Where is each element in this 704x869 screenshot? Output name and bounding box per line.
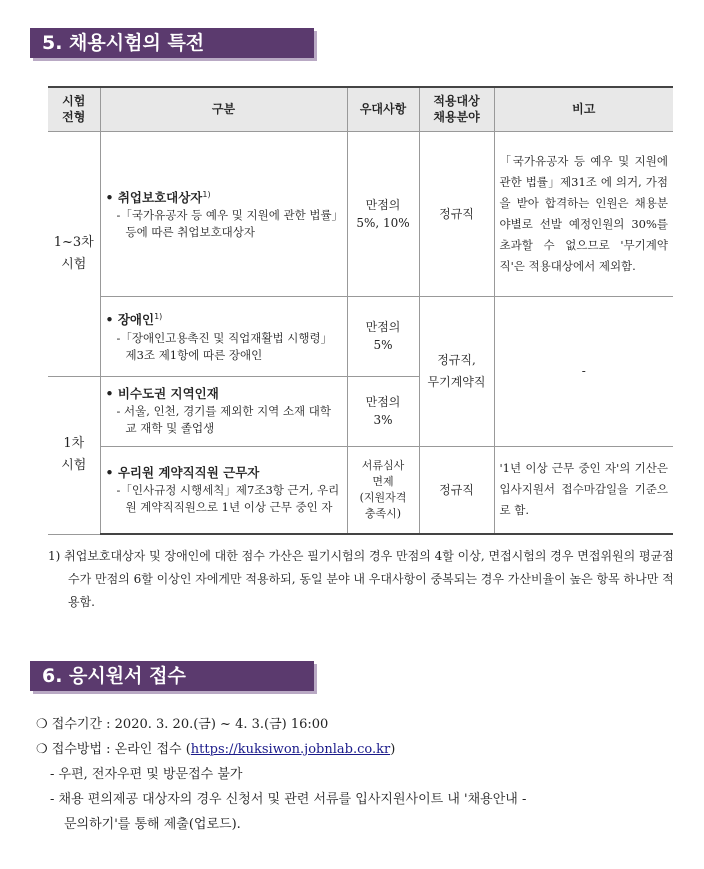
preference-cell: 만점의 5% xyxy=(347,296,419,376)
application-method: ❍ 접수방법 : 온라인 접수 (https://kuksiwon.jobnlab.co.kr) xyxy=(36,742,396,757)
category-title: • 장애인$^{1)}$ xyxy=(105,312,163,328)
header-category: 구분 xyxy=(100,87,347,131)
category-desc: -「인사규정 시행세칙」제7조3항 근거, 우리원 계약직직원으로 1년 이상 근무 중인 자 xyxy=(116,482,340,514)
field-cell: 정규직 xyxy=(419,446,494,534)
preference-cell: 만점의 5%, 10% xyxy=(347,131,419,296)
bullet-no-mail: - 우편, 전자우편 및 방문접수 불가 xyxy=(50,767,243,782)
table-row xyxy=(48,296,673,376)
table-row xyxy=(48,446,673,534)
category-title: • 비수도권 지역인재 xyxy=(105,386,219,401)
field-cell: 정규직, 무기계약직 xyxy=(419,296,494,446)
header-note: 비고 xyxy=(494,87,673,131)
category-cell xyxy=(100,376,347,446)
category-desc: - 서울, 인천, 경기를 제외한 지역 소재 대학교 재학 및 졸업생 xyxy=(116,404,332,435)
header-preference: 우대사항 xyxy=(347,87,419,131)
table-row xyxy=(48,131,673,296)
stage-1to3: 1~3차 시험 xyxy=(48,131,100,376)
category-cell xyxy=(100,296,347,376)
header-field: 적용대상 채용분야 xyxy=(419,87,494,131)
stage-1: 1차 시험 xyxy=(48,376,100,534)
category-desc: -「장애인고용촉진 및 직업재활법 시행령」제3조 제1항에 따른 장애인 xyxy=(116,330,333,362)
bullet-accommodation: - 채용 편의제공 대상자의 경우 신청서 및 관련 서류를 입사지원사이트 내 '채용안내 - xyxy=(50,792,527,807)
bullet-accommodation-cont: 문의하기'를 통해 제출(업로드). xyxy=(64,817,241,832)
field-cell: 정규직 xyxy=(419,131,494,296)
preference-table xyxy=(48,86,673,535)
header-stage: 시험 전형 xyxy=(48,87,100,131)
preference-cell: 만점의 3% xyxy=(347,376,419,446)
table-header-row xyxy=(48,87,673,131)
section-5-title: 5. 채용시험의 특전 xyxy=(30,28,314,58)
category-cell xyxy=(100,446,347,534)
application-period: ❍ 접수기간 : 2020. 3. 20.(금) ~ 4. 3.(금) 16:00 xyxy=(36,717,329,732)
category-title: • 우리원 계약직직원 근무자 xyxy=(105,464,260,480)
category-title: • 취업보호대상자$^{1)}$ xyxy=(105,189,211,206)
note-cell: '1년 이상 근무 중인 자'의 기산은 입사지원서 접수마감일을 기준으로 함. xyxy=(494,446,673,534)
category-desc: -「국가유공자 등 예우 및 지원에 관한 법률」등에 따른 취업보호대상자 xyxy=(116,208,338,240)
footnote xyxy=(48,545,678,614)
category-cell xyxy=(100,131,347,296)
section-6-title: 6. 응시원서 접수 xyxy=(30,661,314,691)
note-cell: 「국가유공자 등 예우 및 지원에 관한 법률」제31조 에 의거, 가점을 받아 합격하는 인원은 채용분야별로 선발 예정인원의 30%를 초과할 수 없으므로 '무기계약직'은 적용대상에서 제외함. xyxy=(494,131,673,296)
application-info xyxy=(36,712,676,837)
preference-cell: 서류심사 면제 (지원자격 충족시) xyxy=(347,446,419,534)
note-cell: - xyxy=(494,296,673,446)
application-link[interactable]: https://kuksiwon.jobnlab.co.kr xyxy=(190,742,391,757)
footnote-text: 1) 취업보호대상자 및 장애인에 대한 점수 가산은 필기시험의 경우 만점의 4할 이상, 면접시험의 경우 면접위원의 평균점수가 만점의 6할 이상인 자에게만 적용하되, 동일 분야 내 우대사항이 중복되는 경우 가산비율이 높은 항목 하나만 적용함. xyxy=(48,549,674,609)
